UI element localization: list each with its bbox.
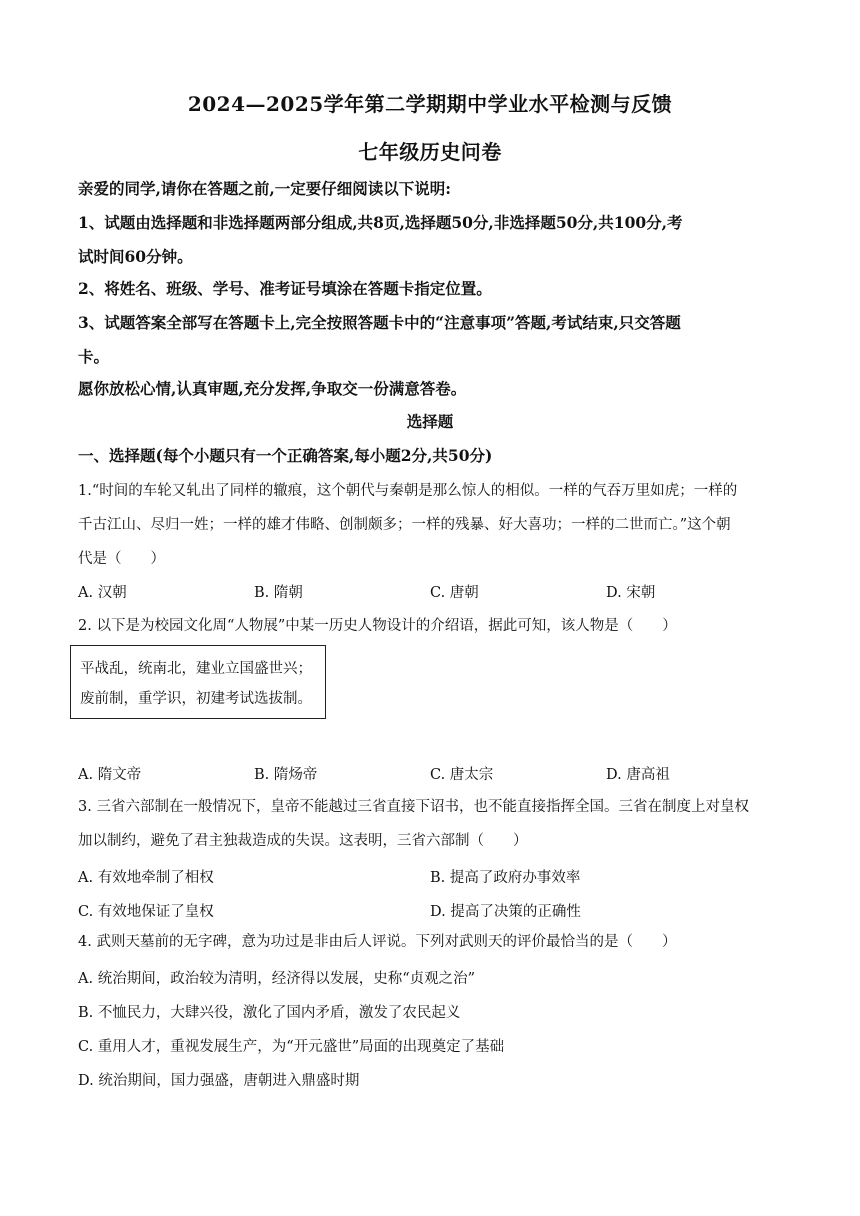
quote-line: 废前制，重学识，初建考试选拔制。 [80, 691, 312, 707]
question-line: 2. 以下是为校园文化周“人物展”中某一历史人物设计的介绍语，据此可知，该人物是（ ） [78, 618, 677, 634]
option-b: B. 提高了政府办事效率 [430, 870, 581, 886]
exam-title: 2024—2025学年第二学期期中学业水平检测与反馈 [187, 92, 673, 116]
option-a: A. 统治期间，政治较为清明，经济得以发展，史称“贞观之治” [78, 971, 476, 987]
instruction-item-3-line-1: 3、试题答案全部写在答题卡上,完全按照答题卡中的“注意事项”答题,考试结束,只交答题 [78, 313, 681, 332]
option-a: A. 隋文帝 [78, 767, 142, 783]
section-heading: 一、选择题(每个小题只有一个正确答案,每小题2分,共50分) [78, 446, 493, 465]
question-2-options [78, 763, 782, 793]
question-2-stem [78, 609, 782, 643]
question-line: 加以制约，避免了君主独裁造成的失误。这表明，三省六部制（ ） [78, 833, 528, 849]
option-c: C. 唐太宗 [430, 767, 494, 783]
question-1-options [78, 581, 782, 611]
exam-subtitle: 七年级历史问卷 [358, 140, 502, 164]
option-b: B. 隋朝 [254, 585, 303, 601]
question-line: 4. 武则天墓前的无字碑，意为功过是非由后人评说。下列对武则天的评价最恰当的是（ ） [78, 934, 677, 950]
option-c: C. 重用人才，重视发展生产，为“开元盛世”局面的出现奠定了基础 [78, 1039, 505, 1055]
instruction-item-1-line-2: 试时间60分钟。 [78, 247, 193, 266]
option-d: D. 唐高祖 [606, 767, 670, 783]
instructions-closing: 愿你放松心情,认真审题,充分发挥,争取交一份满意答卷。 [78, 379, 467, 398]
quote-line: 平战乱，统南北，建业立国盛世兴； [80, 661, 312, 677]
option-a: A. 有效地牵制了相权 [78, 870, 214, 886]
option-b: B. 不恤民力，大肆兴役，激化了国内矛盾，激发了农民起义 [78, 1005, 461, 1021]
question-line: 代是（ ） [78, 551, 165, 567]
section-label: 选择题 [406, 412, 454, 431]
instruction-item-1 [78, 206, 798, 274]
option-d: D. 提高了决策的正确性 [430, 904, 581, 920]
instruction-item-3 [78, 306, 798, 374]
instruction-item-3-line-2: 卡。 [78, 347, 110, 366]
option-a: A. 汉朝 [78, 585, 127, 601]
instruction-item-2: 2、将姓名、班级、学号、准考证号填涂在答题卡指定位置。 [78, 279, 492, 298]
option-b: B. 隋炀帝 [254, 767, 318, 783]
question-4-stem [78, 925, 782, 959]
question-line: 1.“时间的车轮又轧出了同样的辙痕，这个朝代与秦朝是那么惊人的相似。一样的气吞万里如虎；一样的 [78, 483, 738, 499]
question-1-stem [78, 474, 782, 576]
instructions-intro: 亲爱的同学,请你在答题之前,一定要仔细阅读以下说明: [78, 179, 452, 198]
option-d: D. 统治期间，国力强盛，唐朝进入鼎盛时期 [78, 1073, 360, 1089]
question-line: 3. 三省六部制在一般情况下，皇帝不能越过三省直接下诏书，也不能直接指挥全国。三省在制度上对皇权 [78, 799, 749, 815]
option-c: C. 唐朝 [430, 585, 479, 601]
option-c: C. 有效地保证了皇权 [78, 904, 214, 920]
quote-box [70, 645, 326, 719]
question-3-stem [78, 790, 782, 858]
instruction-item-1-line-1: 1、试题由选择题和非选择题两部分组成,共8页,选择题50分,非选择题50分,共100分,考 [78, 213, 683, 232]
option-d: D. 宋朝 [606, 585, 656, 601]
question-line: 千古江山、尽归一姓；一样的雄才伟略、创制颇多；一样的残暴、好大喜功；一样的二世而亡。”这个朝 [78, 517, 731, 533]
